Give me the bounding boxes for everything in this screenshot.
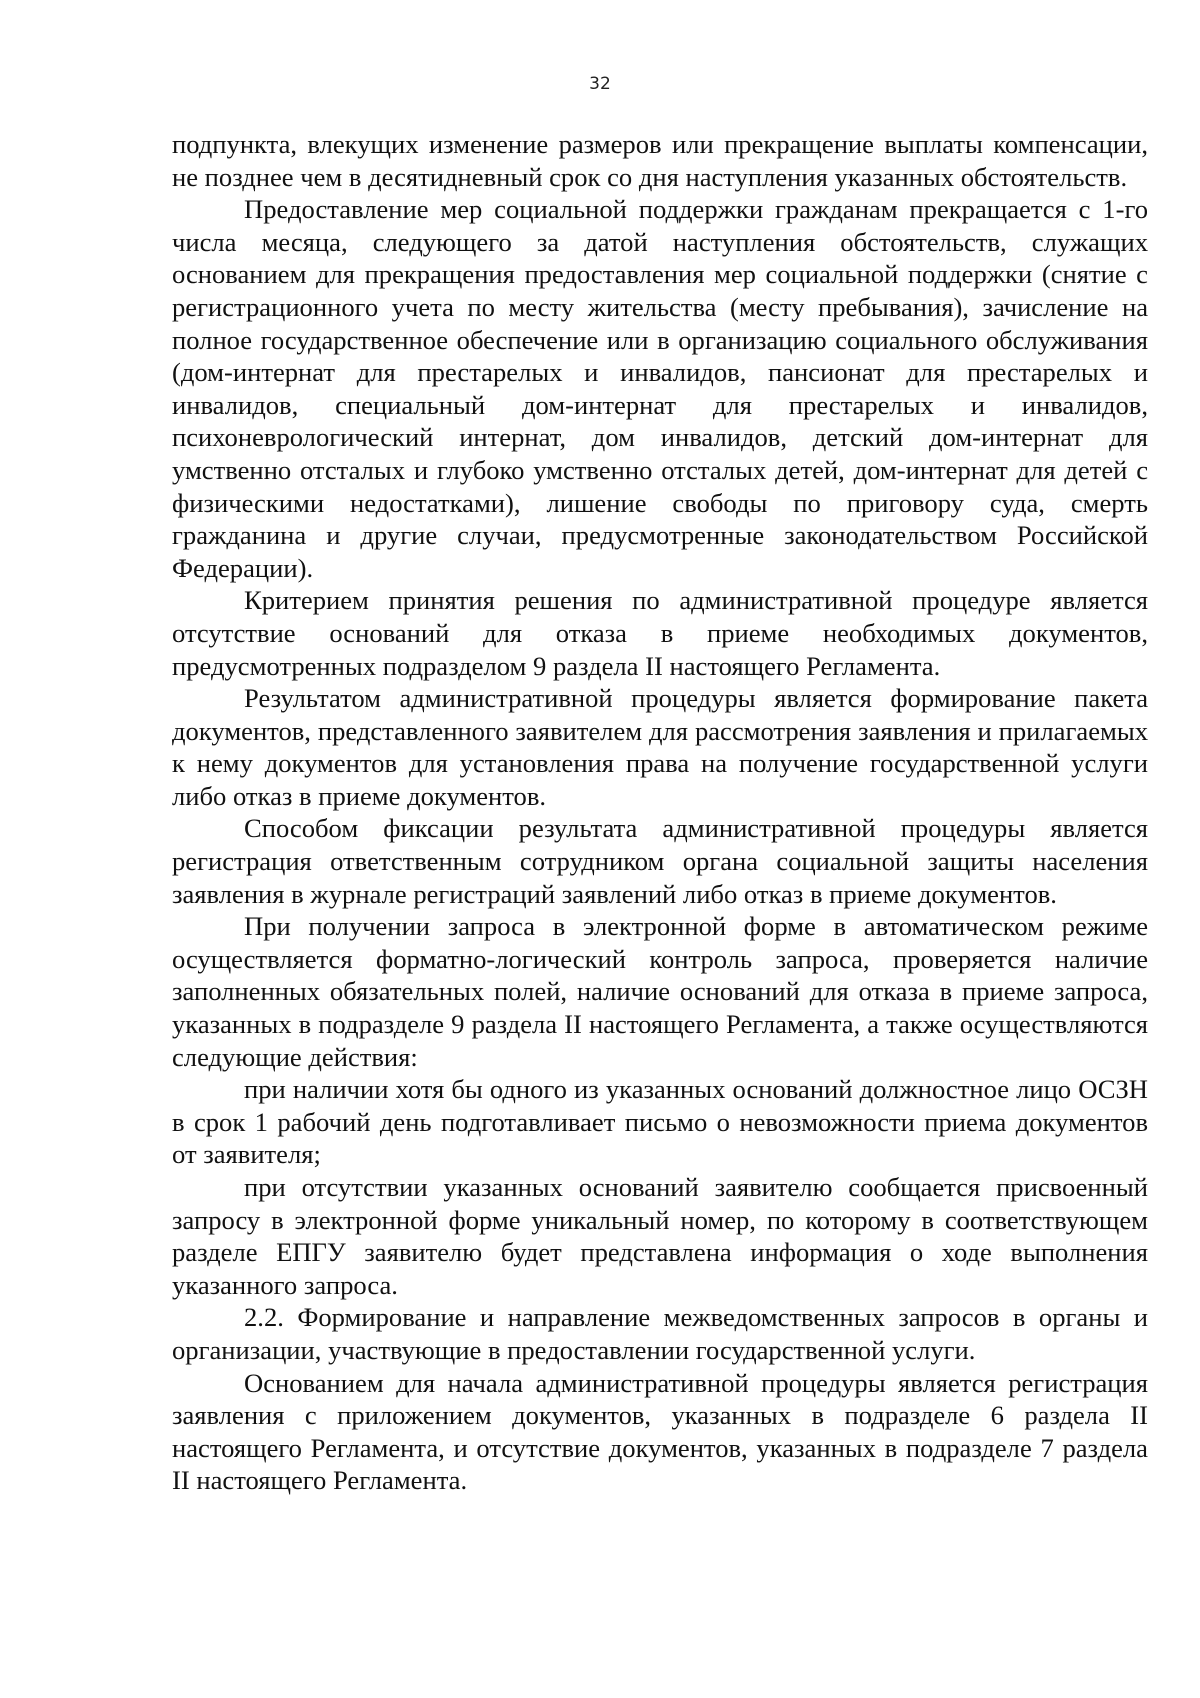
paragraph-grounds-present: при наличии хотя бы одного из указанных оснований должностное лицо ОСЗН в срок 1 рабочий день подготавливает письмо о невозможности приема документов от заявителя; xyxy=(172,1074,1148,1170)
page-number: 32 xyxy=(589,74,611,94)
paragraph-electronic-request: При получении запроса в электронной форме в автоматическом режиме осуществляется форматно-логический контроль запроса, проверяется наличие заполненных обязательных полей, наличие оснований для отказа в приеме запроса, указанных в подразделе 9 раздела II настоящего Регламента, а также осуществляются следующие действия: xyxy=(172,911,1148,1072)
paragraph-procedure-result: Результатом административной процедуры является формирование пакета документов, представленного заявителем для рассмотрения заявления и прилагаемых к нему документов для установления права на получение государственной услуги либо отказ в приеме документов. xyxy=(172,683,1148,811)
paragraph-result-recording: Способом фиксации результата административной процедуры является регистрация ответственным сотрудником органа социальной защиты населения заявления в журнале регистраций заявлений либо отказ в приеме документов. xyxy=(172,813,1148,909)
paragraph-termination-of-support: Предоставление мер социальной поддержки гражданам прекращается с 1-го числа месяца, следующего за датой наступления обстоятельств, служащих основанием для прекращения предоставления мер социальной поддержки (снятие с регистрационного учета по месту жительства (месту пребывания), зачисление на полное государственное обеспечение или в организацию социального обслуживания (дом-интернат для престарелых и инвалидов, пансионат для престарелых и инвалидов, специальный дом-интернат для престарелых и инвалидов, психоневрологический интернат, дом инвалидов, детский дом-интернат для умственно отсталых и глубоко умственно отсталых детей, дом-интернат для детей с физическими недостатками), лишение свободы по приговору суда, смерть гражданина и другие случаи, предусмотренные законодательством Российской Федерации). xyxy=(172,194,1148,583)
paragraph-continuation: подпункта, влекущих изменение размеров или прекращение выплаты компенсации, не позднее чем в десятидневный срок со дня наступления указанных обстоятельств. xyxy=(172,129,1148,192)
document-body xyxy=(172,128,1148,1497)
paragraph-section-2-2-heading: 2.2. Формирование и направление межведомственных запросов в органы и организации, участвующие в предоставлении государственной услуги. xyxy=(172,1302,1148,1365)
paragraph-decision-criterion: Критерием принятия решения по административной процедуре является отсутствие оснований для отказа в приеме необходимых документов, предусмотренных подразделом 9 раздела II настоящего Регламента. xyxy=(172,585,1148,681)
paragraph-procedure-basis: Основанием для начала административной процедуры является регистрация заявления с приложением документов, указанных в подразделе 6 раздела II настоящего Регламента, и отсутствие документов, указанных в подразделе 7 раздела II настоящего Регламента. xyxy=(172,1367,1148,1496)
paragraph-grounds-absent: при отсутствии указанных оснований заявителю сообщается присвоенный запросу в электронной форме уникальный номер, по которому в соответствующем разделе ЕПГУ заявителю будет представлена информация о ходе выполнения указанного запроса. xyxy=(172,1172,1148,1300)
